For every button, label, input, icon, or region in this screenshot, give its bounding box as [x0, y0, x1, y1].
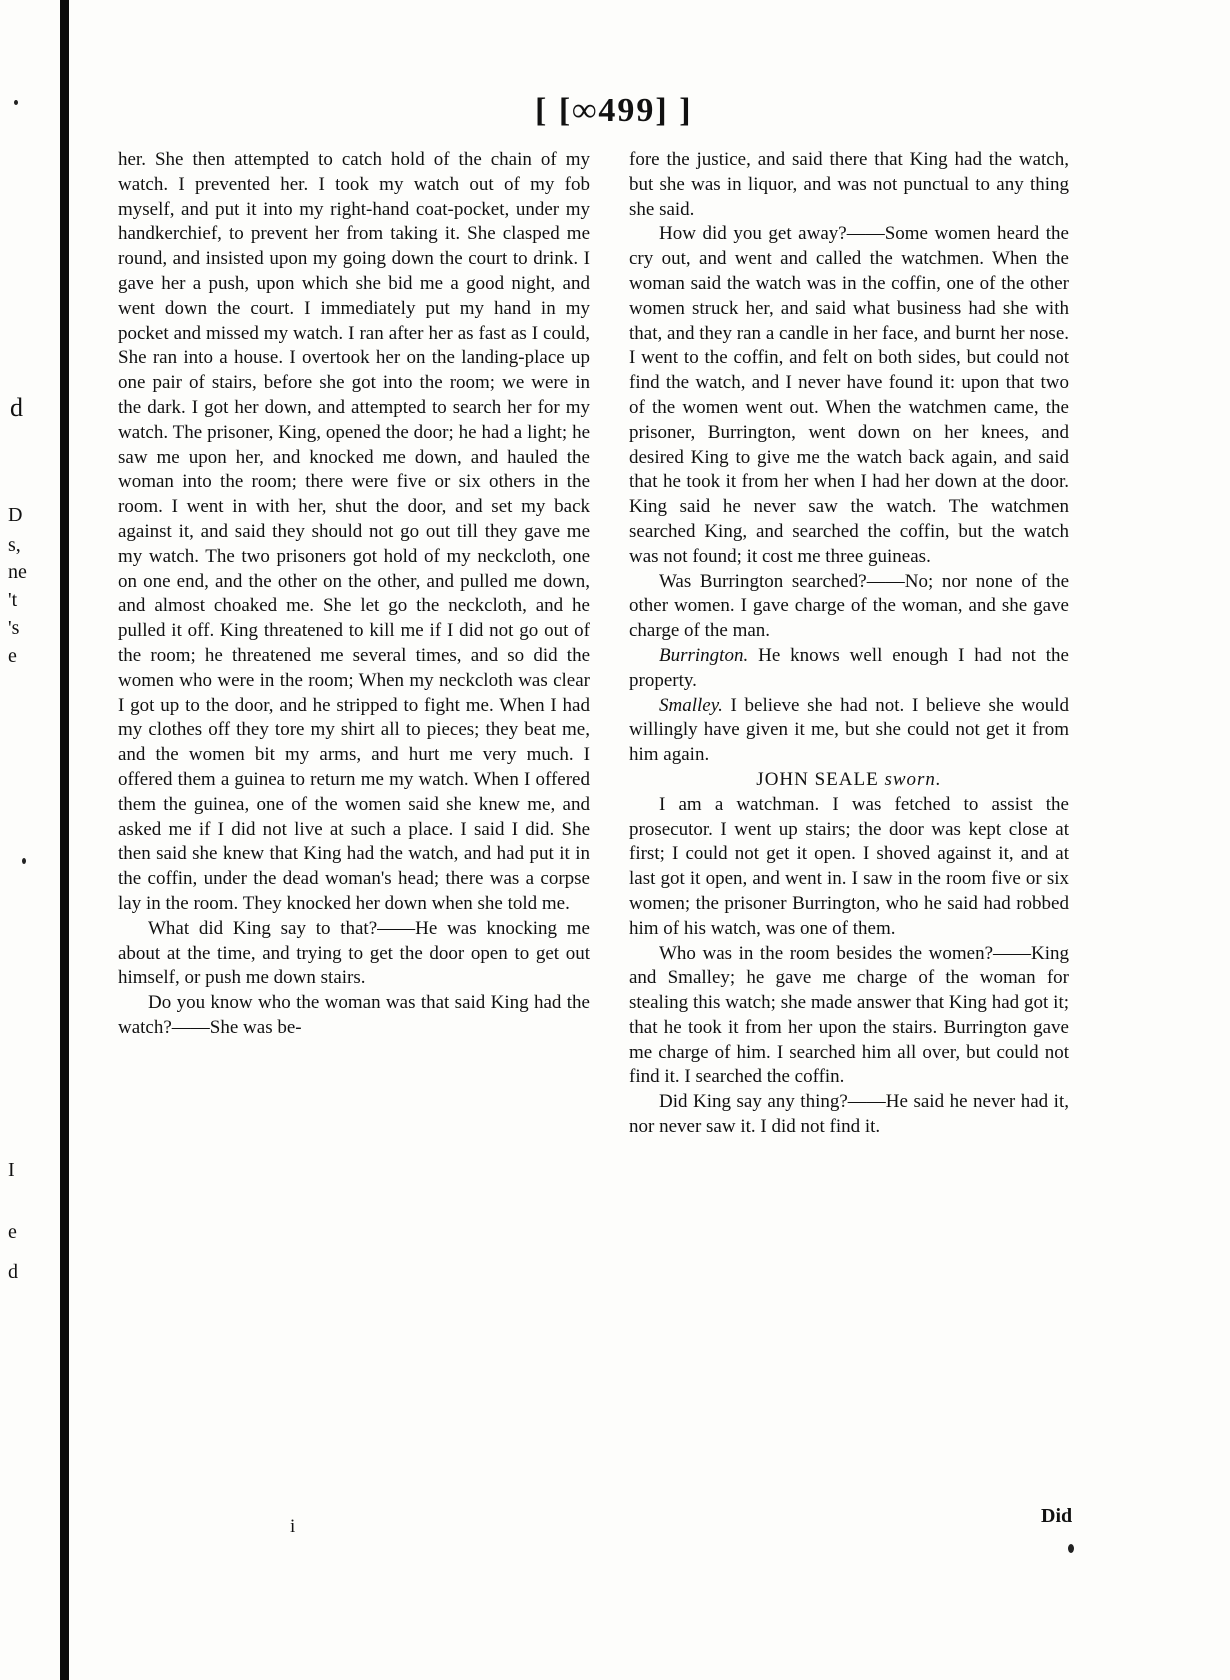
ink-speck — [14, 100, 18, 105]
witness-name: JOHN SEALE — [756, 768, 879, 790]
left-text-column — [118, 148, 590, 1041]
margin-fragment: I — [8, 1159, 15, 1181]
margin-fragment: ne — [8, 561, 27, 583]
margin-fragment: d — [10, 393, 23, 422]
left-paragraph-1: her. She then attempted to catch hold of the chain of my watch. I prevented her. I took my watch out of my fob myself, and put it into my right-hand coat-pocket, under my handkerchief, to prevent her from taking it. She clasped me round, and insisted upon my going down the court to drink. I gave her a push, upon which she bid me a good night, and went down the court. I immediately put my hand in my pocket and missed my watch. I ran after her as fast as I could, She ran into a house. I overtook her on the landing-place up one pair of stairs, before she got into the room; we were in the dark. I got her down, and attempted to search her for my watch. The prisoner, King, opened the door; he had a light; he saw me upon her, and knocked me down, and hauled the woman into the room; there were five or six others in the room. I went in with her, shut the door, and set my back against it, and said they should not go out till they gave me my watch. The two prisoners got hold of my neckcloth, one on one end, and the other on the other, and pulled me down, and almost choaked me. She let go the neckcloth, and he pulled it off. King threatened to kill me if I did not go out of the room; he threatened me several times, and so did the women who were in the room; When my neckcloth was clear I got up to the door, and he stripped to fight me. When I had my clothes off they tore my shirt all to pieces; they beat me, and the women bit my arms, and hurt me very much. I offered them a guinea to return me my watch. When I offered them the guinea, one of the women said she knew me, and asked me if I did not live at such a place. I said I did. She then said she knew that King had the watch, and had put it in the coffin, under the dead woman's head; there was a corpse lay in the room. They knocked her down when she told me. — [118, 149, 590, 914]
right-paragraph-seale-3: Did King say any thing?——He said he never had it, nor never saw it. I did not find it. — [629, 1091, 1069, 1138]
margin-fragment: e — [8, 645, 17, 667]
right-paragraph-seale-1: I am a watchman. I was fetched to assist the prosecutor. I went up stairs; the door was kept close at first; I could not get it open. I shoved against it, and at last got it open, and went in. I saw in the room five or six women; the prisoner Burrington, who he said had robbed him of his watch, was one of them. — [629, 793, 1069, 939]
left-paragraph-3: Do you know who the woman was that said King had the watch?——She was be- — [118, 992, 590, 1038]
speech-text: I believe she had not. I believe she would willingly have given it me, but she could not get it from him again. — [629, 694, 1070, 766]
ink-speck — [22, 858, 26, 864]
margin-fragment: e — [8, 1221, 17, 1243]
right-paragraph-1: fore the justice, and said there that King had the watch, but she was in liquor, and was not punctual to any thing she said. — [629, 149, 1069, 220]
margin-fragment: d — [8, 1261, 18, 1283]
ink-speck — [1068, 1544, 1074, 1553]
speech-text: He knows well enough I had not the property. — [629, 644, 1069, 691]
margin-fragment: D — [8, 504, 23, 526]
speech-smalley — [629, 694, 1069, 768]
right-text-column — [629, 148, 1069, 1140]
left-margin-bleed — [0, 0, 58, 1680]
margin-fragment: 't — [8, 589, 18, 611]
witness-heading — [629, 768, 1069, 793]
page-number: [ [∞499] ] — [535, 92, 693, 129]
catchword: Did — [1041, 1505, 1073, 1527]
right-paragraph-2: How did you get away?——Some women heard the cry out, and went and called the watchmen. When the woman said the watch was in the coffin, one of the other women struck her, and said what business had she with that, and they ran a candle in her face, and burnt her nose. I went to the coffin, and felt on both sides, but could not find the watch, and I never have found it: upon that two of the women went out. When the watchmen came, the prisoner, Burrington, went down on her knees, and desired King to give me the watch back again, and said that he took it from her when I had her down at the door. King said he never saw the watch. The watchmen searched King, and searched the coffin, but the watch was not found; it cost me three guineas. — [629, 223, 1069, 567]
speaker-name: Smalley. — [659, 694, 723, 716]
binding-gutter-rule — [60, 0, 69, 1680]
right-paragraph-3: Was Burrington searched?——No; nor none of the other women. I gave charge of the woman, and she gave charge of the man. — [629, 570, 1069, 642]
left-paragraph-2: What did King say to that?——He was knocking me about at the time, and trying to get the door open to get out himself, or push me down stairs. — [118, 917, 590, 989]
speech-burrington — [629, 644, 1069, 694]
signature-mark: i — [290, 1516, 296, 1537]
margin-fragment: s, — [8, 534, 21, 556]
right-paragraph-seale-2: Who was in the room besides the women?——King and Smalley; he gave me charge of the woman for stealing this watch; she made answer that King had got it; that he took it from her upon the stairs. Burrington gave me charge of him. I searched him all over, but could not find it. I searched the coffin. — [629, 942, 1069, 1088]
witness-sworn: sworn. — [884, 768, 942, 790]
margin-fragment: 's — [8, 617, 20, 639]
speaker-name: Burrington. — [659, 644, 749, 666]
